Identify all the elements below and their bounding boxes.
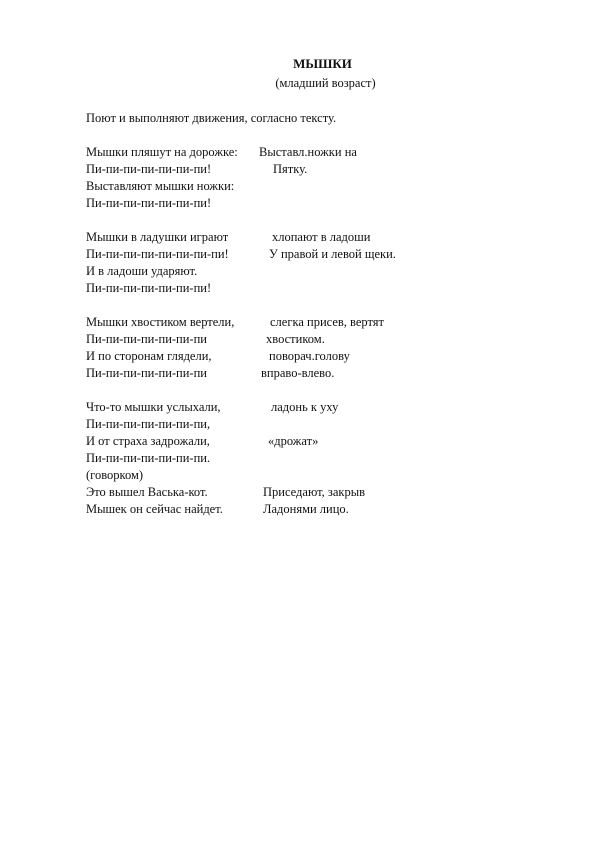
verse-line	[86, 280, 526, 297]
verse-line	[86, 416, 526, 433]
stanza-2	[86, 229, 526, 297]
intro-line	[86, 110, 526, 127]
lyric-text: (говорком)	[86, 468, 144, 482]
lyric-text: Что-то мышки услыхали,	[86, 400, 221, 414]
movement-text: Ладонями лицо.	[263, 502, 349, 516]
verse-line	[86, 348, 526, 365]
verse-line	[86, 450, 526, 467]
verse-line	[86, 263, 526, 280]
movement-text: слегка присев, вертят	[270, 315, 385, 329]
lyric-text: Выставляют мышки ножки:	[86, 179, 235, 193]
lyric-text: Пи-пи-пи-пи-пи-пи-пи-пи!	[86, 247, 229, 261]
lyric-text: И в ладоши ударяют.	[86, 264, 198, 278]
lyric-text: Пи-пи-пи-пи-пи-пи-пи	[86, 332, 207, 346]
movement-text: хлопают в ладоши	[272, 230, 371, 244]
verse-line	[86, 399, 526, 416]
lyric-text: И от страха задрожали,	[86, 434, 210, 448]
verse-line	[86, 501, 526, 518]
stanza-4	[86, 399, 526, 518]
lyric-text: Мышки в ладушки играют	[86, 230, 229, 244]
verse-line	[86, 365, 526, 382]
verse-line	[86, 433, 526, 450]
verse-line	[86, 246, 526, 263]
movement-text: хвостиком.	[266, 332, 325, 346]
verse-line	[86, 484, 526, 501]
lyric-text: Мышки хвостиком вертели,	[86, 315, 235, 329]
lyric-text: Пи-пи-пи-пи-пи-пи-пи!	[86, 162, 212, 176]
verse-line	[86, 331, 526, 348]
stanza-3	[86, 314, 526, 382]
lyric-text: Пи-пи-пи-пи-пи-пи-пи,	[86, 417, 211, 431]
verse-line	[86, 229, 526, 246]
movement-text: Выставл.ножки на	[259, 145, 357, 159]
song-title: МЫШКИ	[293, 56, 352, 71]
lyric-text: И по сторонам глядели,	[86, 349, 212, 363]
lyric-text: Пи-пи-пи-пи-пи-пи-пи.	[86, 451, 211, 465]
lyric-text: Пи-пи-пи-пи-пи-пи-пи!	[86, 281, 212, 295]
age-group-subtitle: (младший возраст)	[275, 76, 376, 90]
verse-line	[86, 161, 526, 178]
movement-text: Приседают, закрыв	[263, 485, 366, 499]
movement-text: поворач.голову	[269, 349, 350, 363]
verse-line	[86, 144, 526, 161]
movement-text: «дрожат»	[268, 434, 319, 448]
lyric-text: Мышки пляшут на дорожке:	[86, 145, 238, 159]
verse-line	[86, 314, 526, 331]
movement-text: У правой и левой щеки.	[269, 247, 396, 261]
movement-text: ладонь к уху	[271, 400, 339, 414]
verse-line	[86, 467, 526, 484]
stanza-1	[86, 144, 526, 212]
verse-line	[86, 195, 526, 212]
intro-text: Поют и выполняют движения, согласно тексту.	[86, 111, 337, 125]
lyric-text: Это вышел Васька-кот.	[86, 485, 208, 499]
song-body	[86, 110, 526, 535]
verse-line	[86, 178, 526, 195]
lyric-text: Мышек он сейчас найдет.	[86, 502, 223, 516]
movement-text: вправо-влево.	[261, 366, 335, 380]
movement-text: Пятку.	[273, 162, 308, 176]
lyric-text: Пи-пи-пи-пи-пи-пи-пи!	[86, 196, 212, 210]
lyric-text: Пи-пи-пи-пи-пи-пи-пи	[86, 366, 207, 380]
